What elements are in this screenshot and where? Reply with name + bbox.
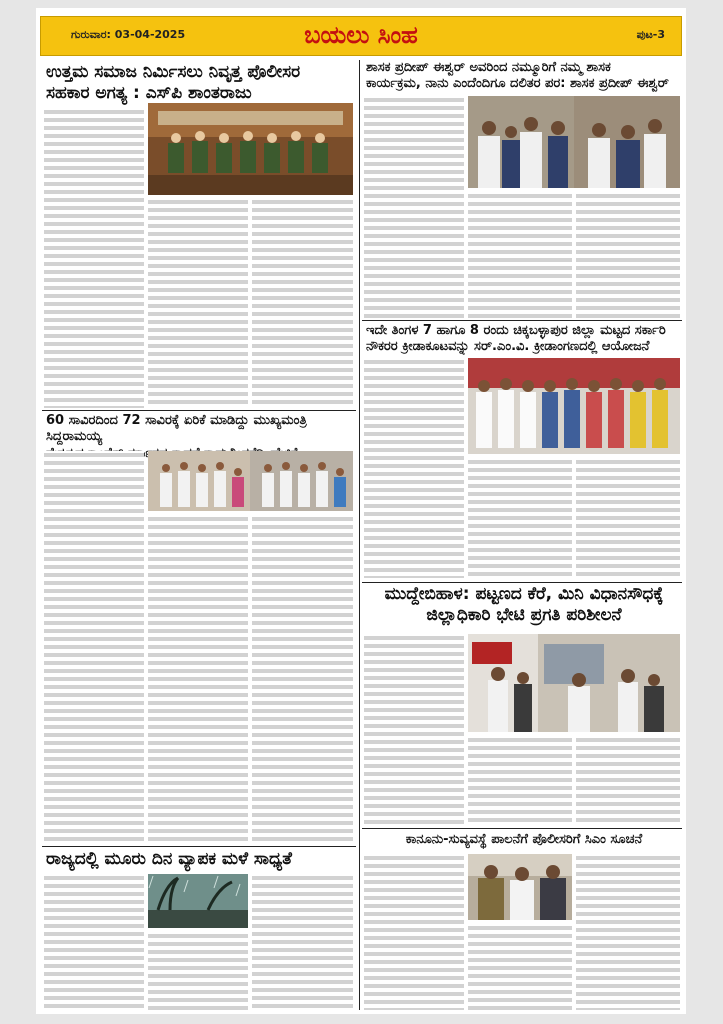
police-event-photo [148, 103, 353, 195]
mla-article-body [364, 96, 464, 318]
page-number: ಪುಟ-3 [636, 28, 665, 41]
muddebihal-event-photo [468, 634, 680, 732]
muddebihal-article-body [468, 736, 572, 824]
column-divider [359, 60, 360, 1010]
headline-line: ನೌಕರರ ಕ್ರೀಡಾಕೂಟವನ್ನು ಸರ್.ಎಂ.ವಿ. ಕ್ರೀಡಾಂಗಣದಲ್ಲಿ ಆಯೋಜನೆ [366, 339, 650, 355]
rain-article-headline: ರಾಜ್ಯದಲ್ಲಿ ಮೂರು ದಿನ ವ್ಯಾಪಕ ಮಳೆ ಸಾಧ್ಯತೆ [46, 849, 292, 869]
headline-line: ಮುದ್ದೇಬಿಹಾಳ: ಪಟ್ಟಣದ ಕೆರೆ, ಮಿನಿ ವಿಧಾನಸೌಧಕ್ಕೆ [384, 584, 664, 604]
sports-event-photo [468, 358, 680, 454]
police-article-body [252, 198, 353, 408]
mla-event-photo [468, 96, 680, 188]
section-divider [42, 410, 356, 411]
section-divider [362, 828, 682, 829]
law-article-headline: ಕಾನೂನು-ಸುವ್ಯವಸ್ಥೆ ಪಾಲನೆಗೆ ಪೊಲೀಸರಿಗೆ ಸಿಎಂ ಸೂಚನೆ [405, 832, 643, 847]
headline-line: ಉತ್ತಮ ಸಮಾಜ ನಿರ್ಮಿಸಲು ನಿವೃತ್ತ ಪೊಲೀಸರ [46, 62, 301, 82]
newspaper-page [36, 8, 686, 1014]
rain-article-body [148, 932, 248, 1010]
masthead [40, 16, 682, 56]
police-article-body [44, 108, 144, 408]
police-article-headline [46, 62, 356, 105]
congress-article-body [44, 451, 144, 843]
sports-article-body [468, 458, 572, 578]
headline-line: ಶಾಸಕ ಪ್ರದೀಪ್ ಈಶ್ವರ್ ಅವರಿಂದ ನಮ್ಮೂರಿಗೆ ನಮ್ಮ ಶಾಸಕ [366, 60, 611, 75]
sports-article-body [364, 358, 464, 578]
muddebihal-article-body [364, 634, 464, 824]
headline-line: 60 ಸಾವಿರದಿಂದ 72 ಸಾವಿರಕ್ಕೆ ಏರಿಕೆ ಮಾಡಿದ್ದು ಮುಖ್ಯಮಂತ್ರಿ ಸಿದ್ದರಾಮಯ್ಯ [46, 413, 307, 445]
issue-date: ಗುರುವಾರ: 03-04-2025 [71, 28, 186, 41]
muddebihal-article-headline [366, 584, 682, 627]
congress-article-body [252, 515, 353, 843]
section-divider [362, 320, 682, 321]
headline-line: ಸಹಕಾರ ಅಗತ್ಯ : ಎಸ್‌ಪಿ ಶಾಂತರಾಜು [46, 83, 252, 104]
law-article-body [364, 854, 464, 1010]
sports-article-body [576, 458, 680, 578]
police-article-body [148, 198, 248, 408]
rain-photo [148, 874, 248, 928]
rain-article-body [252, 874, 353, 1010]
cm-meeting-photo [468, 854, 572, 920]
mla-article-headline [366, 60, 682, 93]
congress-article-body [148, 515, 248, 843]
headline-line: ಸರ್ಕಾರದ [127, 445, 168, 461]
section-divider [42, 846, 356, 847]
newspaper-title: ಬಯಲು ಸಿಂಹ [304, 20, 418, 49]
sports-article-headline [366, 323, 682, 356]
section-divider [362, 582, 682, 583]
headline-line: ಇದೇ ತಿಂಗಳ 7 ಹಾಗೂ 8 ರಂದು ಚಿಕ್ಕಬಳ್ಳಾಪುರ ಜಿಲ್ಲಾ ಮಟ್ಟದ ಸರ್ಕಾರಿ [366, 323, 666, 338]
law-article-body [576, 854, 680, 1010]
headline-line: ಜಿಲ್ಲಾಧಿಕಾರಿ ಭೇಟಿ ಪ್ರಗತಿ ಪರಿಶೀಲನೆ [426, 605, 622, 626]
law-article-body [468, 924, 572, 1010]
rain-article-body [44, 874, 144, 1010]
congress-event-photo [148, 451, 353, 511]
mla-article-body [468, 192, 572, 318]
muddebihal-article-body [576, 736, 680, 824]
mla-article-body [576, 192, 680, 318]
headline-line: ಕಾರ್ಯಕ್ರಮ, ನಾನು ಎಂದೆಂದಿಗೂ ದಲಿತರ ಪರ: ಶಾಸಕ ಪ್ರದೀಪ್ ಈಶ್ವರ್ [366, 76, 669, 92]
